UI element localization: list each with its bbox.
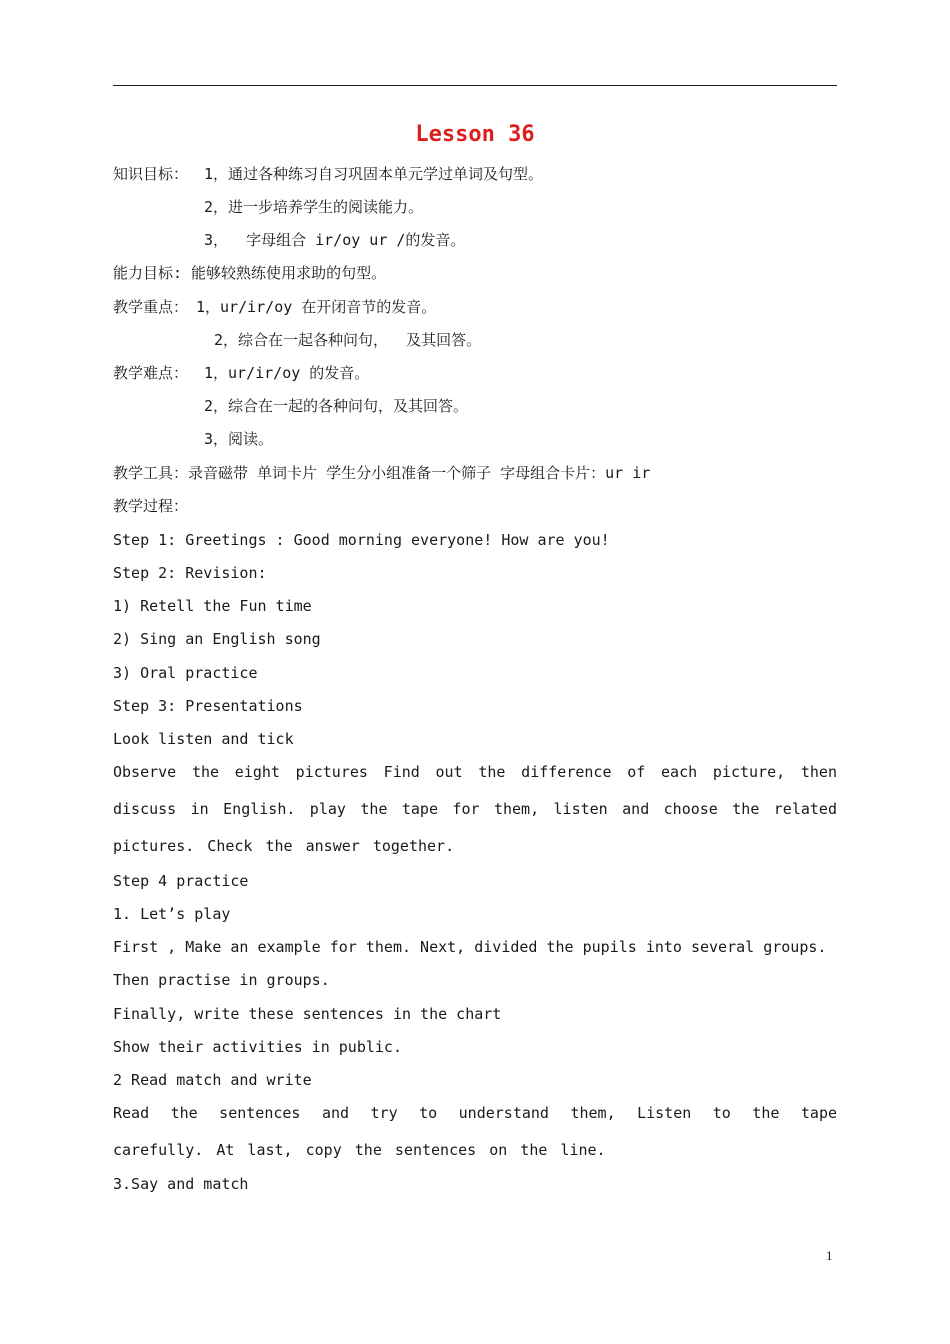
say-and-match: 3.Say and match bbox=[113, 1175, 249, 1193]
difficulty-3: 3，阅读。 bbox=[204, 430, 274, 448]
knowledge-item-1: 1，通过各种练习自习巩固本单元学过单词及句型。 bbox=[204, 165, 544, 183]
show-line: Show their activities in public. bbox=[113, 1038, 402, 1056]
step-3: Step 3: Presentations bbox=[113, 697, 303, 715]
page-title: Lesson 36 bbox=[415, 122, 535, 147]
process-label: 教学过程： bbox=[113, 497, 189, 515]
lets-play: 1. Let’s play bbox=[113, 905, 231, 923]
revision-item-1: 1) Retell the Fun time bbox=[113, 597, 312, 615]
key-point-2: 2，综合在一起各种问句， 及其回答。 bbox=[214, 331, 482, 349]
look-listen-tick: Look listen and tick bbox=[113, 730, 294, 748]
key-point-1: 1，ur/ir/oy 在开闭音节的发音。 bbox=[196, 298, 437, 316]
step-1: Step 1: Greetings : Good morning everyone! How are you! bbox=[113, 531, 610, 549]
observe-paragraph: Observe the eight pictures Find out the difference of each picture, then discuss in English. play the tape for them, listen and choose the related pictures. Check the answer together. bbox=[113, 763, 837, 855]
difficulty-2: 2，综合在一起的各种问句，及其回答。 bbox=[204, 397, 469, 415]
knowledge-item-3: 3， 字母组合 ir/oy ur /的发音。 bbox=[204, 231, 466, 249]
finally-line: Finally, write these sentences in the chart bbox=[113, 1005, 502, 1023]
then-line: Then practise in groups. bbox=[113, 971, 330, 989]
ability-objective: 能力目标: 能够较熟练使用求助的句型。 bbox=[113, 264, 387, 282]
step-2: Step 2: Revision: bbox=[113, 564, 267, 582]
page-number: 1 bbox=[826, 1248, 833, 1263]
step-4: Step 4 practice bbox=[113, 872, 249, 890]
key-points-label: 教学重点： bbox=[113, 298, 189, 316]
header-rule bbox=[113, 85, 837, 86]
difficulties-label: 教学难点： bbox=[113, 364, 189, 382]
teaching-tools: 教学工具：录音磁带 单词卡片 学生分小组准备一个筛子 字母组合卡片：ur ir bbox=[113, 464, 651, 482]
revision-item-3: 3) Oral practice bbox=[113, 664, 258, 682]
first-line: First , Make an example for them. Next, divided the pupils into several groups. bbox=[113, 938, 827, 956]
read-match-write: 2 Read match and write bbox=[113, 1071, 312, 1089]
revision-item-2: 2) Sing an English song bbox=[113, 630, 321, 648]
knowledge-label: 知识目标： bbox=[113, 165, 189, 183]
knowledge-item-2: 2，进一步培养学生的阅读能力。 bbox=[204, 198, 424, 216]
difficulty-1: 1，ur/ir/oy 的发音。 bbox=[204, 364, 370, 382]
read-paragraph: Read the sentences and try to understand them, Listen to the tape carefully. At last, copy the sentences on the line. bbox=[113, 1104, 837, 1159]
